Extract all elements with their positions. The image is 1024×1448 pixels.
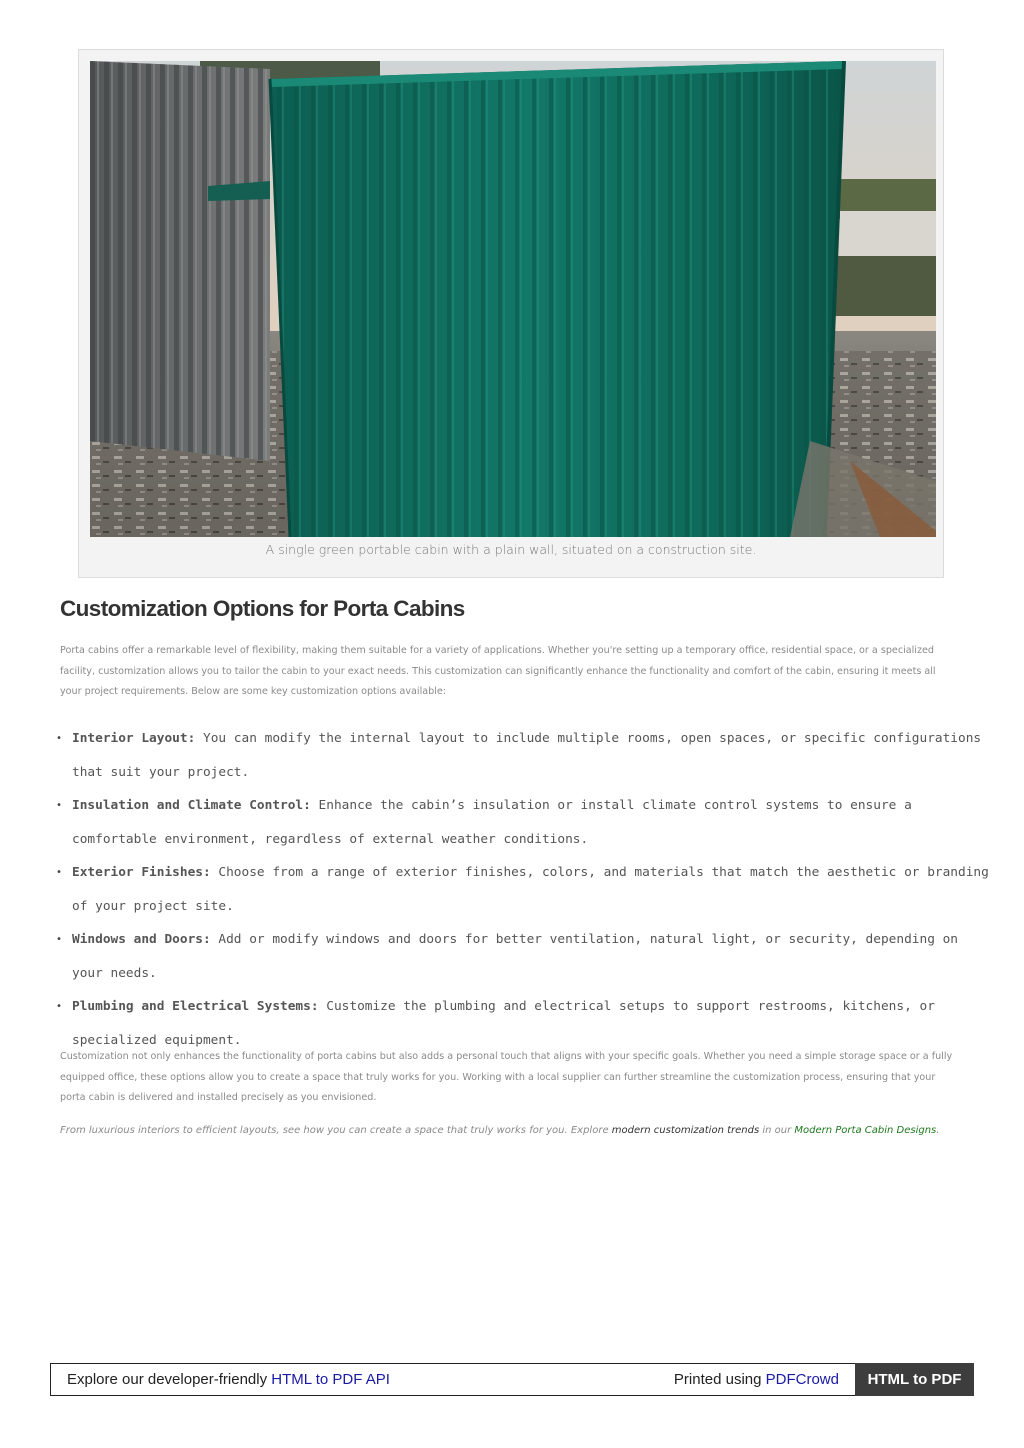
footer-left (67, 1371, 390, 1388)
image-figure (78, 49, 944, 578)
option-title: Plumbing and Electrical Systems: (72, 999, 319, 1014)
pdfcrowd-link[interactable]: PDFCrowd (765, 1371, 839, 1388)
explore-mid: in our (759, 1125, 795, 1136)
option-title: Insulation and Climate Control: (72, 798, 311, 813)
explore-paragraph (60, 1121, 960, 1142)
explore-prefix: From luxurious interiors to efficient layouts, see how you can create a space that truly works for you. Explore (60, 1125, 612, 1136)
option-title: Windows and Doors: (72, 932, 211, 947)
footer-left-text: Explore our developer-friendly (67, 1371, 272, 1388)
option-text: Enhance the cabin’s insulation or install climate control systems to ensure a comfortable environment, regardless of external weather conditions. (72, 798, 912, 847)
footer-mid-text: Printed using (673, 1371, 766, 1388)
footer-mid (674, 1371, 839, 1388)
outro-paragraph: Customization not only enhances the functionality of porta cabins but also adds a personal touch that aligns with your specific goals. Whether you need a simple storage space or a fully equipped office, these options allow you to create a space that truly works for you. Working with a local supplier can further streamline the customization process, ensuring that your porta cabin is delivered and installed precisely as you envisioned. (60, 1051, 953, 1104)
option-text: You can modify the internal layout to include multiple rooms, open spaces, or specific configurations that suit your project. (72, 731, 982, 780)
option-text: Choose from a range of exterior finishes, colors, and materials that match the aesthetic or branding of your project site. (72, 865, 989, 914)
html-to-pdf-button[interactable]: HTML to PDF (855, 1363, 974, 1396)
explore-suffix: . (936, 1125, 940, 1136)
image-caption: A single green portable cabin with a plain wall, situated on a construction site. (265, 542, 757, 557)
option-text: Customize the plumbing and electrical setups to support restrooms, kitchens, or specialized equipment. (72, 999, 935, 1048)
option-text: Add or modify windows and doors for better ventilation, natural light, or security, depending on your needs. (72, 932, 959, 981)
modern-designs-link[interactable]: Modern Porta Cabin Designs (794, 1125, 937, 1136)
pdfcrowd-footer (50, 1363, 974, 1396)
customization-trends-link[interactable]: modern customization trends (611, 1125, 760, 1136)
option-title: Interior Layout: (72, 731, 196, 746)
list-item (72, 923, 992, 990)
html-to-pdf-api-link[interactable]: HTML to PDF API (271, 1371, 390, 1388)
customization-options-list (54, 722, 992, 1057)
section-heading: Customization Options for Porta Cabins (60, 596, 465, 621)
list-item (72, 856, 992, 923)
option-title: Exterior Finishes: (72, 865, 211, 880)
intro-paragraph: Porta cabins offer a remarkable level of flexibility, making them suitable for a variety of applications. Whether you're setting up a temporary office, residential space, or a specialized facility, customization allows you to tailor the cabin to your exact needs. This customization can significantly enhance the functionality and comfort of the cabin, ensuring it meets all your project requirements. Below are some key customization options available: (60, 645, 936, 698)
list-item (72, 789, 992, 856)
list-item (72, 722, 992, 789)
cabin-photo (90, 61, 936, 537)
